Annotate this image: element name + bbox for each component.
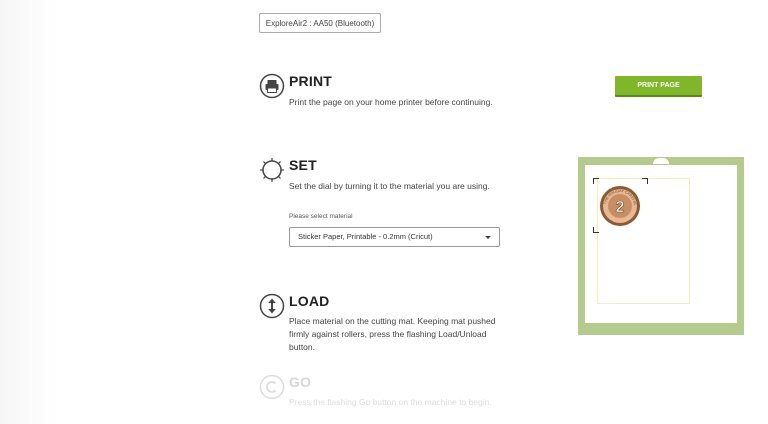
- dropdown-arrow-icon: [485, 236, 491, 239]
- print-page-button[interactable]: PRINT PAGE: [615, 76, 702, 95]
- cutting-mat-preview: [578, 157, 744, 335]
- material-select[interactable]: [289, 227, 500, 247]
- badge-text: THE HOLIDAY CAREFUL: [603, 188, 638, 206]
- load-step: [259, 293, 559, 353]
- print-title: PRINT: [289, 73, 332, 89]
- sticker-design: [599, 185, 641, 227]
- registration-mark-top-left: [593, 178, 599, 184]
- print-description: Print the page on your home printer before continuing.: [289, 97, 493, 107]
- set-step: [259, 157, 559, 197]
- set-description: Set the dial by turning it to the material you are using.: [289, 181, 490, 191]
- mat-notch: [653, 158, 669, 164]
- registration-mark-top-right: [642, 178, 648, 184]
- mat-surface: [585, 165, 737, 323]
- set-title: SET: [289, 157, 317, 173]
- load-description: Place material on the cutting mat. Keeping mat pushed firmly against rollers, press the flashing Load/Unload button.: [289, 316, 496, 352]
- go-title: GO: [289, 374, 312, 390]
- registration-mark-bottom-left: [593, 227, 599, 233]
- load-title: LOAD: [289, 293, 330, 309]
- go-step: [259, 374, 559, 414]
- dial-icon: [259, 157, 285, 183]
- material-select-value: Sticker Paper, Printable - 0.2mm (Cricut): [298, 232, 433, 241]
- printer-icon: [259, 73, 285, 99]
- device-selector[interactable]: ExploreAir2 : AA50 (Bluetooth): [259, 13, 381, 33]
- print-step: [259, 73, 559, 113]
- left-panel-edge: [0, 0, 58, 424]
- material-select-label: Please select material: [289, 213, 353, 220]
- cricut-go-icon: [259, 374, 285, 400]
- go-description: Press the flashing Go button on the machine to begin.: [289, 397, 492, 407]
- load-unload-icon: [259, 293, 285, 319]
- badge-number: 2: [615, 199, 625, 216]
